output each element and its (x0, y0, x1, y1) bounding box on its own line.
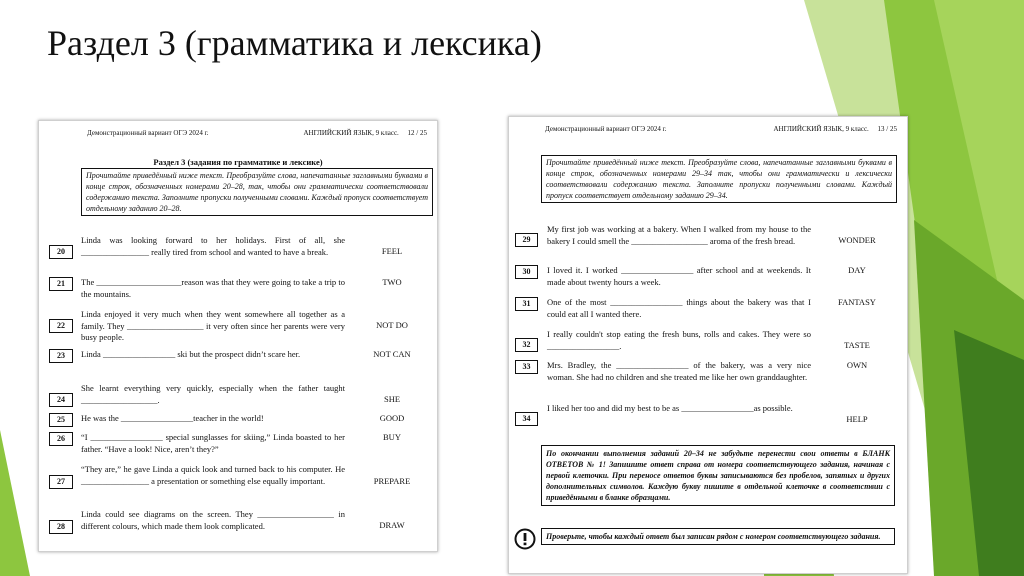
header-left: Демонстрационный вариант ОГЭ 2024 г. (87, 129, 209, 137)
exclamation-icon (514, 528, 536, 550)
task-word: NOT CAN (373, 349, 411, 359)
task-number: 22 (49, 319, 73, 333)
check-answers-note: Проверьте, чтобы каждый ответ был записан рядом с номером соответствующего задания. (541, 528, 895, 545)
task-text: One of the most _________________ things about the bakery was that I could eat all I wanted there. (547, 297, 811, 319)
slide-title: Раздел 3 (грамматика и лексика) (47, 23, 542, 63)
task-text: Linda could see diagrams on the screen. They __________________ in different colours, which made them look complicated. (81, 509, 345, 531)
instruction-box: Прочитайте приведённый ниже текст. Преобразуйте слова, напечатанные заглавными буквами в конце строк, обозначенных номерами 29–34 так, чтобы они грамматически и лексически соответствовали содержанию текста. Заполните пропуски полученными словами. Каждый пропуск соответствует отдельному заданию 29–34. (541, 155, 897, 203)
task-text: Linda enjoyed it very much when they went somewhere all together as a family. They __________________ it very often since her parents were very busy people. (81, 309, 345, 342)
task-number: 32 (515, 338, 538, 352)
task-text: “I _________________ special sunglasses for skiing,” Linda boasted to her father. “Have a look! Nice, aren’t they?” (81, 432, 345, 454)
task-word: NOT DO (376, 320, 408, 330)
task-number: 27 (49, 475, 73, 489)
task-number: 23 (49, 349, 73, 363)
task-number: 24 (49, 393, 73, 407)
task-word: WONDER (838, 235, 876, 245)
task-word: GOOD (379, 413, 405, 423)
task-text: I liked her too and did my best to be as _________________as possible. (547, 403, 793, 413)
task-number: 28 (49, 520, 73, 534)
task-text: My first job was working at a bakery. When I walked from my house to the bakery I could smell the __________________ aroma of the fresh bread. (547, 224, 811, 246)
header-right: АНГЛИЙСКИЙ ЯЗЫК, 9 класс. 12 / 25 (303, 129, 427, 137)
task-number: 34 (515, 412, 538, 426)
task-text: Linda was looking forward to her holidays. First of all, she ________________ really tired from school and wanted to have a break. (81, 235, 345, 257)
task-text: Linda _________________ ski but the prospect didn’t scare her. (81, 349, 301, 359)
task-number: 31 (515, 297, 538, 311)
task-word: SHE (383, 394, 401, 404)
task-text: The ____________________reason was that they were going to take a trip to the mountains. (81, 277, 345, 299)
task-word: BUY (383, 432, 401, 442)
task-number: 25 (49, 413, 73, 427)
task-text: He was the _________________teacher in the world! (81, 413, 264, 423)
task-word: PREPARE (373, 476, 411, 486)
task-word: HELP (846, 414, 868, 424)
task-word: OWN (846, 360, 868, 370)
exam-page-13 (508, 116, 908, 574)
instruction-box: Прочитайте приведённый ниже текст. Преобразуйте слова, напечатанные заглавными буквами в конце строк, обозначенных номерами 20–28, так, чтобы они грамматически соответствовали содержанию текста. Заполните пропуски полученными словами. Каждый пропуск соответствует отдельному заданию 20–28. (81, 168, 433, 216)
transfer-answers-note: По окончании выполнения заданий 20–34 не забудьте перенести свои ответы в БЛАНК ОТВЕТОВ № 1! Запишите ответ справа от номера соответствующего задания, начиная с первой клеточки. При переносе ответов буквы записываются без пробелов, запятых и других дополнительных символов. Каждую букву пишите в отдельной клеточке в соответствии с приведёнными в бланке образцами. (541, 445, 895, 506)
task-text: “They are,” he gave Linda a quick look and turned back to his computer. He ________________ a presentation or something else equally important. (81, 464, 345, 486)
section-title: Раздел 3 (задания по грамматике и лексике) (153, 157, 323, 167)
task-word: TWO (382, 277, 402, 287)
task-number: 30 (515, 265, 538, 279)
task-word: FANTASY (838, 297, 876, 307)
header-right: АНГЛИЙСКИЙ ЯЗЫК, 9 класс. 13 / 25 (773, 125, 897, 133)
header-left: Демонстрационный вариант ОГЭ 2024 г. (545, 125, 667, 133)
task-text: I really couldn't stop eating the fresh buns, rolls and cakes. They were so _________________. (547, 329, 811, 351)
task-text: Mrs. Bradley, the _________________ of the bakery, was a very nice woman. She had no children and she treated me like her own granddaughter. (547, 360, 811, 382)
task-word: FEEL (381, 246, 403, 256)
task-number: 26 (49, 432, 73, 446)
task-number: 29 (515, 233, 538, 247)
task-text: She learnt everything very quickly, especially when the father taught __________________. (81, 383, 345, 405)
task-word: TASTE (844, 340, 870, 350)
task-text: I loved it. I worked _________________ after school and at weekends. It made about twenty hours a week. (547, 265, 811, 287)
exam-page-12 (38, 120, 438, 552)
task-word: DAY (848, 265, 866, 275)
task-number: 21 (49, 277, 73, 291)
task-number: 20 (49, 245, 73, 259)
task-word: DRAW (379, 520, 405, 530)
task-number: 33 (515, 360, 538, 374)
